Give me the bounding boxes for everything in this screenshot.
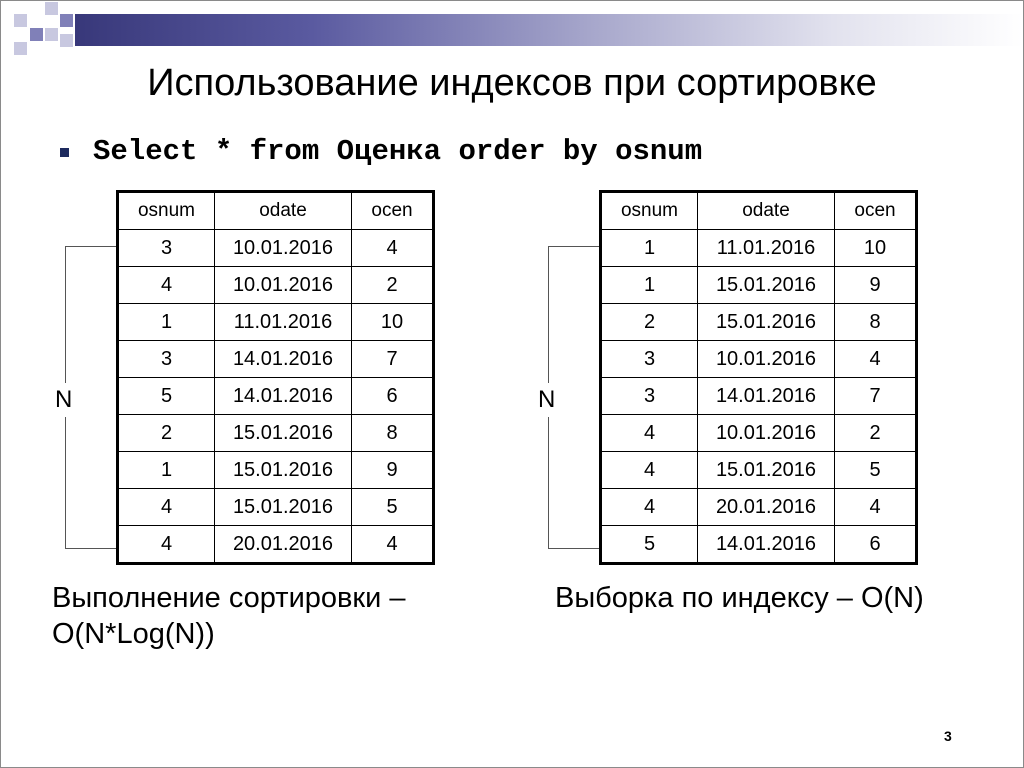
table-row (118, 526, 434, 564)
table-cell: 4 (118, 489, 215, 526)
caption-line: O(N*Log(N)) (52, 618, 215, 650)
n-label-right: N (538, 383, 555, 417)
table-cell: 4 (352, 230, 434, 267)
deco-square (45, 2, 58, 15)
table-cell: 3 (118, 341, 215, 378)
table-cell: 14.01.2016 (215, 341, 352, 378)
table-cell: 5 (835, 452, 917, 489)
deco-square (45, 28, 58, 41)
table-cell: 15.01.2016 (215, 415, 352, 452)
table-cell: 7 (835, 378, 917, 415)
column-header: osnum (118, 192, 215, 230)
caption-line: Выполнение сортировки – (52, 582, 406, 614)
table-cell: 9 (352, 452, 434, 489)
sort-cost-caption (52, 580, 406, 652)
table-cell: 3 (601, 378, 698, 415)
column-header: ocen (352, 192, 434, 230)
table-cell: 2 (352, 267, 434, 304)
table-row (601, 415, 917, 452)
table-cell: 14.01.2016 (215, 378, 352, 415)
n-bracket-left (65, 246, 118, 549)
table-row (118, 489, 434, 526)
table-cell: 15.01.2016 (698, 304, 835, 341)
table-cell: 20.01.2016 (215, 526, 352, 564)
column-header: ocen (835, 192, 917, 230)
index-cost-caption: Выборка по индексу – O(N) (555, 582, 924, 614)
table-cell: 10.01.2016 (215, 230, 352, 267)
table-cell: 6 (835, 526, 917, 564)
table-row (118, 267, 434, 304)
table-cell: 11.01.2016 (215, 304, 352, 341)
column-header: osnum (601, 192, 698, 230)
column-header: odate (698, 192, 835, 230)
table-row (118, 415, 434, 452)
deco-square (60, 34, 73, 47)
table-cell: 10 (835, 230, 917, 267)
table-header-row (601, 192, 917, 230)
table-row (601, 378, 917, 415)
table-cell: 15.01.2016 (215, 452, 352, 489)
table-cell: 4 (835, 341, 917, 378)
table-cell: 5 (601, 526, 698, 564)
table-cell: 14.01.2016 (698, 526, 835, 564)
table-cell: 4 (601, 415, 698, 452)
deco-square (14, 42, 27, 55)
deco-square (14, 14, 27, 27)
table-cell: 3 (601, 341, 698, 378)
table-cell: 20.01.2016 (698, 489, 835, 526)
table-row (118, 341, 434, 378)
table-cell: 8 (835, 304, 917, 341)
table-cell: 15.01.2016 (698, 267, 835, 304)
table-cell: 7 (352, 341, 434, 378)
table-cell: 4 (601, 452, 698, 489)
table-cell: 4 (835, 489, 917, 526)
table-cell: 11.01.2016 (698, 230, 835, 267)
deco-square (60, 14, 73, 27)
n-bracket-right (548, 246, 602, 549)
table-cell: 2 (835, 415, 917, 452)
table-cell: 10 (352, 304, 434, 341)
table-row (601, 230, 917, 267)
table-row (118, 452, 434, 489)
sorted-result-table (116, 190, 435, 565)
table-cell: 5 (352, 489, 434, 526)
table-cell: 6 (352, 378, 434, 415)
table-cell: 1 (118, 452, 215, 489)
table-row (601, 489, 917, 526)
table-cell: 8 (352, 415, 434, 452)
header-bar (75, 14, 1023, 46)
table-cell: 1 (601, 230, 698, 267)
table-cell: 2 (118, 415, 215, 452)
table-row (118, 378, 434, 415)
slide-title: Использование индексов при сортировке (147, 62, 877, 104)
table-row (118, 230, 434, 267)
index-ordered-table (599, 190, 918, 565)
table-row (601, 341, 917, 378)
table-cell: 10.01.2016 (698, 341, 835, 378)
table-cell: 5 (118, 378, 215, 415)
table-cell: 15.01.2016 (698, 452, 835, 489)
deco-square (30, 28, 43, 41)
table-cell: 4 (118, 267, 215, 304)
table-body (118, 230, 434, 564)
table-cell: 15.01.2016 (215, 489, 352, 526)
table-cell: 1 (118, 304, 215, 341)
table-row (601, 526, 917, 564)
column-header: odate (215, 192, 352, 230)
table-header-row (118, 192, 434, 230)
table-row (601, 267, 917, 304)
bullet-marker (60, 148, 69, 157)
table-body (601, 230, 917, 564)
table-cell: 4 (118, 526, 215, 564)
table-cell: 2 (601, 304, 698, 341)
table-cell: 4 (352, 526, 434, 564)
table-cell: 10.01.2016 (698, 415, 835, 452)
page-number: 3 (944, 728, 952, 744)
table-cell: 4 (601, 489, 698, 526)
table-row (118, 304, 434, 341)
table-cell: 9 (835, 267, 917, 304)
table-cell: 3 (118, 230, 215, 267)
table-cell: 1 (601, 267, 698, 304)
table-cell: 14.01.2016 (698, 378, 835, 415)
sql-query: Select * from Оценка order by osnum (93, 135, 703, 168)
table-row (601, 304, 917, 341)
table-cell: 10.01.2016 (215, 267, 352, 304)
n-label-left: N (55, 383, 72, 417)
table-row (601, 452, 917, 489)
